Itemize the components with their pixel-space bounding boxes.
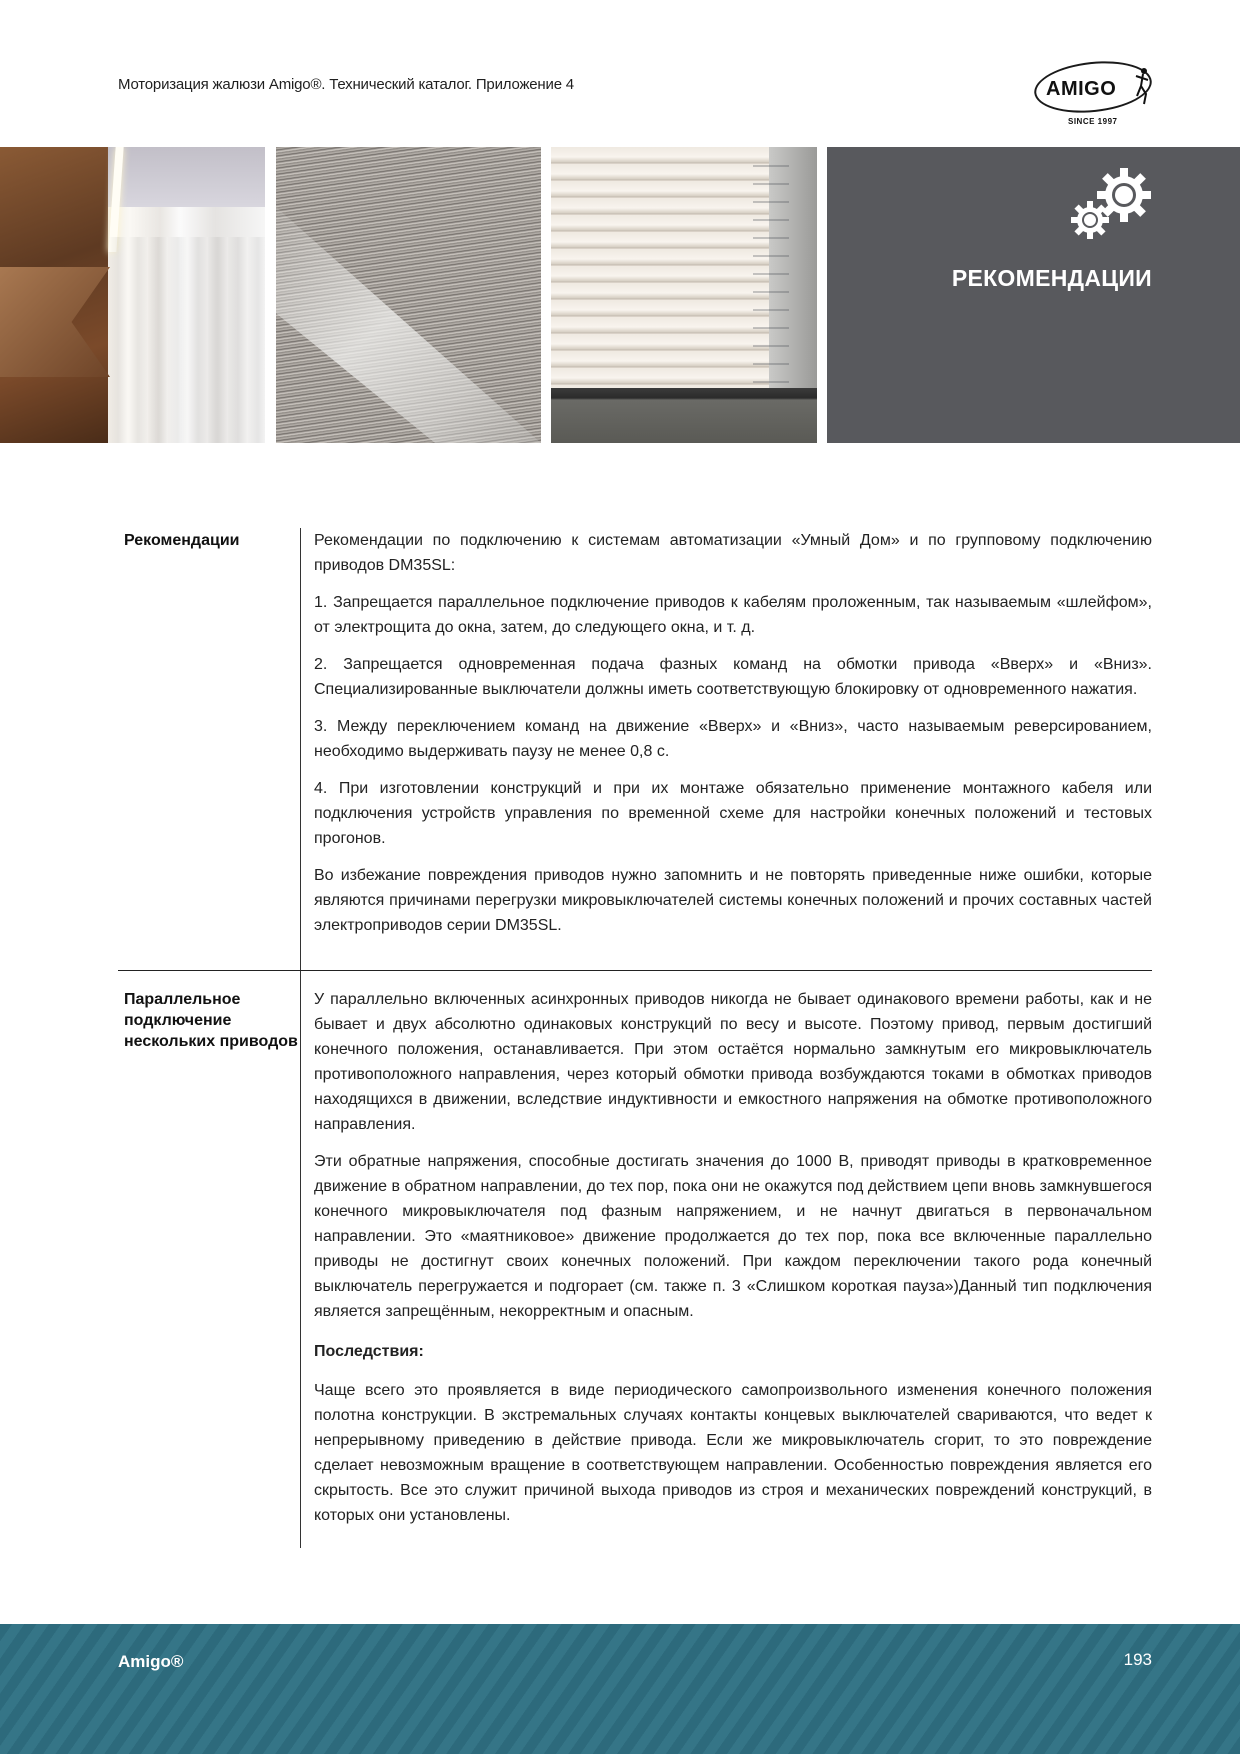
fabric-texture-photo [276, 147, 541, 443]
logo-since: SINCE 1997 [1068, 117, 1118, 126]
footer-brand: Amigo® [118, 1652, 184, 1671]
paragraph: Чаще всего это проявляется в виде периодического самопроизвольного изменения конечного положения полотна конструкции. В экстремальных случаях контакты концевых выключателей свариваются, что ведет к непрерывному приведению в действие привода. Если же микровыключатель сгорит, то это повреждение сделает невозможным вращение в соответствующем направлении. Особенностью повреждения является его скрытость. Все это служит причиной выхода приводов из строя и механических повреждений конструкций, в которых они установлены. [314, 1382, 1152, 1524]
paragraph: Во избежание повреждения приводов нужно запомнить и не повторять приведенные ниже ошибки, которые являются причинами перегрузки микровыключателей системы конечных положений и прочих составных частей электроприводов серии DM35SL. [314, 867, 1152, 934]
amigo-logo [1032, 58, 1154, 128]
paragraph: 2. Запрещается одновременная подача фазных команд на обмотки привода «Вверх» и «Вниз». Специализированные выключатели должны иметь соответствующую блокировку от одновременного нажатия. [314, 656, 1152, 698]
paragraph: 1. Запрещается параллельное подключение приводов к кабелям проложенным, так называемым «шлейфом», от электрощита до окна, затем, до следующего окна, и т. д. [314, 594, 1152, 636]
photo-sheer-fabric [276, 207, 541, 443]
section-parallel-connection [118, 971, 1152, 1548]
subheading: Последствия: [314, 1343, 424, 1360]
photo-curtain-folds [108, 237, 265, 443]
header-banner [0, 147, 1240, 443]
pleated-blind-photo [551, 147, 817, 443]
section-label: Рекомендации [124, 532, 240, 549]
gears-icon [1070, 167, 1154, 243]
banner-heading: РЕКОМЕНДАЦИИ [951, 265, 1152, 291]
section-body [300, 528, 1152, 970]
paragraph: Рекомендации по подключению к системам автоматизации «Умный Дом» и по групповому подключению приводов DM35SL: [314, 532, 1152, 574]
page-footer [0, 1624, 1240, 1754]
paragraph: 3. Между переключением команд на движение «Вверх» и «Вниз», часто называемым реверсированием, необходимо выдерживать паузу не менее 0,8 с. [314, 718, 1152, 760]
paragraph: 4. При изготовлении конструкций и при их монтаже обязательно применение монтажного кабеля или подключения устройств управления по временной схеме для настройки конечных положений и тестовых прогонов. [314, 780, 1152, 847]
photo-window-sill [551, 388, 817, 443]
section-body [300, 971, 1152, 1548]
banner-title-panel [827, 147, 1240, 443]
logo-figure-icon [1132, 66, 1152, 106]
curtain-interior-photo [0, 147, 265, 443]
content-area [118, 528, 1152, 1548]
section-recommendations [118, 528, 1152, 970]
document-header-title: Моторизация жалюзи Amigo®. Технический каталог. Приложение 4 [118, 76, 574, 93]
section-label: Параллельное подключение нескольких приводов [124, 991, 298, 1050]
paragraph: Эти обратные напряжения, способные достигать значения до 1000 В, приводят приводы в кратковременное движение в обратном направлении, до тех пор, пока они не окажутся под действием цепи вновь замкнувшегося конечного микровыключателя под фазным напряжением, и не начнут двигаться в первоначальном направлении. Это «маятниковое» движение продолжается до тех пор, пока все включенные параллельно приводы не достигнут своих конечных положений. При каждом переключении такого рода конечный выключатель перегружается и подгорает (см. также п. 3 «Слишком короткая пауза»)Данный тип подключения является запрещённым, некорректным и опасным. [314, 1153, 1152, 1320]
logo-wordmark: AMIGO [1046, 78, 1117, 100]
paragraph: У параллельно включенных асинхронных приводов никогда не бывает одинакового времени работы, как и не бывает и двух абсолютно одинаковых конструкций по весу и высоте. Поэтому привод, первым достигший конечного положения, останавливается. При этом остаётся нормально замкнутым его микровыключатель противоположного направления, через который обмотки привода возбуждаются токами в обмотках приводов находящихся в движении, вследствие индуктивности и емкостного напряжения на обмотке противоположного направления. [314, 991, 1152, 1133]
page-number: 193 [1123, 1650, 1152, 1669]
photo-pleat-cord [753, 157, 789, 427]
